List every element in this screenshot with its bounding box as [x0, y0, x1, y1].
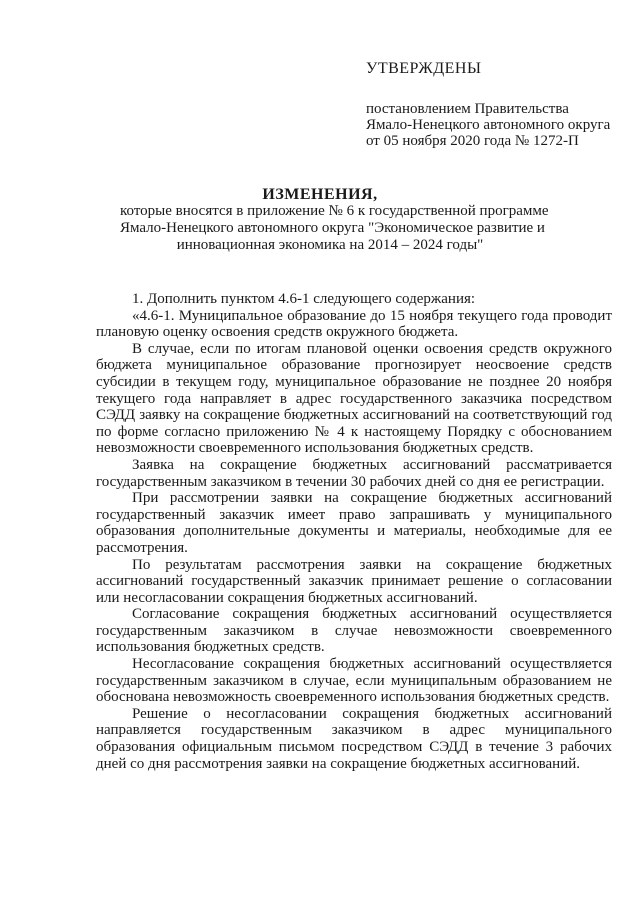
paragraph: 1. Дополнить пунктом 4.6-1 следующего содержания:: [132, 291, 476, 307]
paragraph: В случае, если по итогам плановой оценки освоения средств окружного бюджета муниципальное образование прогнозирует неосвоение средств субсидии в текущем году, муниципальное образование не позднее 20 ноября текущего года направляет в адрес государственного заказчика посредством СЭДД заявку на сокращение бюджетных ассигнований на соответствующий год по форме согласно приложению № 4 к настоящему Порядку с обоснованием невозможности своевременного использования бюджетных средств.: [96, 340, 612, 457]
approval-line: от 05 ноября 2020 года № 1272-П: [366, 133, 579, 149]
paragraph: При рассмотрении заявки на сокращение бюджетных ассигнований государственный заказчик имеет право запрашивать у муниципального образования дополнительные документы и материалы, необходимые для ее рассмотрения.: [96, 490, 612, 556]
paragraph: «4.6-1. Муниципальное образование до 15 ноября текущего года проводит плановую оценку освоения средств окружного бюджета.: [96, 307, 612, 341]
subtitle-line: Ямало-Ненецкого автономного округа "Экономическое развитие и: [120, 220, 545, 236]
paragraph: Решение о несогласовании сокращения бюджетных ассигнований направляется государственным заказчиком в адрес муниципального образования официальным письмом посредством СЭДД в течение 3 рабочих дней со дня рассмотрения заявки на сокращение бюджетных ассигнований.: [96, 705, 612, 772]
approval-heading: УТВЕРЖДЕНЫ: [366, 60, 482, 77]
paragraph: По результатам рассмотрения заявки на сокращение бюджетных ассигнований государственный заказчик принимает решение о согласовании или несогласовании сокращения бюджетных ассигнований.: [96, 556, 612, 606]
subtitle-line: инновационная экономика на 2014 – 2024 годы": [176, 237, 484, 253]
paragraph: Согласование сокращения бюджетных ассигнований осуществляется государственным заказчиком в случае невозможности своевременного использования бюджетных средств.: [96, 606, 612, 656]
document-title: ИЗМЕНЕНИЯ,: [262, 186, 378, 203]
subtitle-line: которые вносятся в приложение № 6 к государственной программе: [120, 203, 549, 219]
approval-line: постановлением Правительства: [366, 101, 569, 117]
approval-line: Ямало-Ненецкого автономного округа: [366, 117, 611, 133]
paragraph: Заявка на сокращение бюджетных ассигнований рассматривается государственным заказчиком в течении 30 рабочих дней со дня ее регистрации.: [96, 456, 612, 490]
paragraph: Несогласование сокращения бюджетных ассигнований осуществляется государственным заказчиком в случае, если муниципальным образованием не обоснована невозможность своевременного использования бюджетных средств.: [96, 656, 612, 706]
document-body: [96, 291, 612, 772]
document-subtitle: [120, 203, 549, 254]
approval-details: [366, 101, 610, 149]
